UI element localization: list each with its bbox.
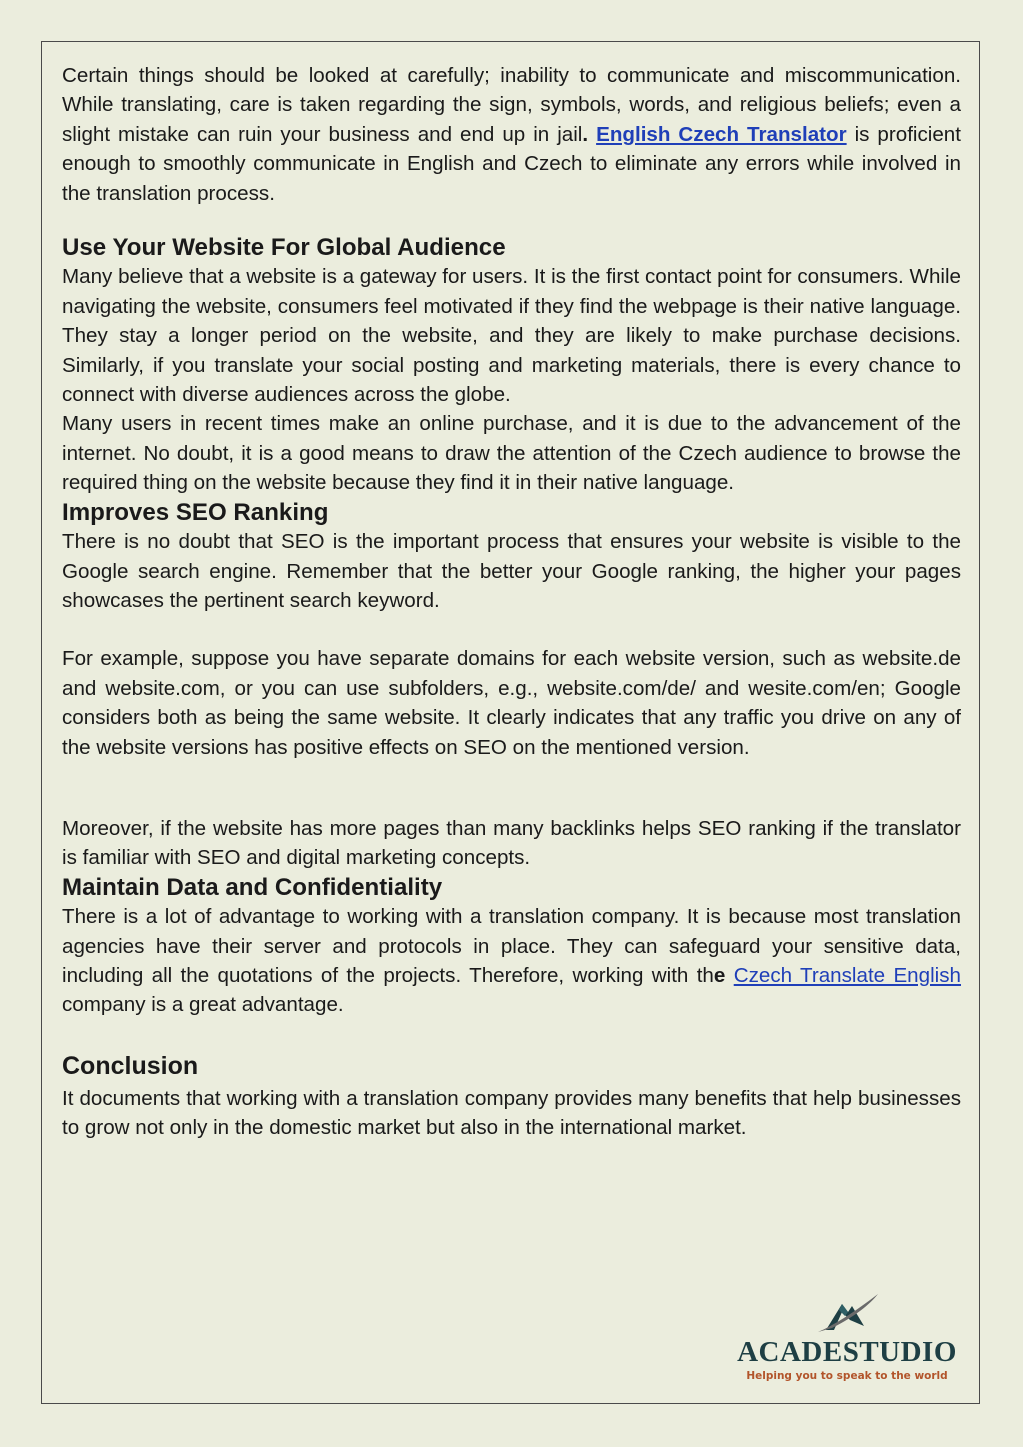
czech-translate-english-link[interactable]: Czech Translate English bbox=[733, 963, 961, 987]
global-paragraph-1: Many believe that a website is a gateway for users. It is the first contact point for consumers. While navigating the website, consumers feel motivated if they find the webpage is their native language. They stay a longer period on the website, and they are likely to make purchase decisions. Similarly, if you translate your social posting and marketing materials, there is every chance to connect with diverse audiences across the globe. bbox=[62, 265, 961, 407]
intro-text: Certain things should be looked at carefully; inability to communicate and miscommunication. While translating, care is taken regarding the sign, symbols, words, and religious beliefs; even a slight mistake can ruin your business and end up in jail bbox=[62, 64, 961, 146]
seo-paragraph-1: There is no doubt that SEO is the important process that ensures your website is visible to the Google search engine. Remember that the better your Google ranking, the higher your pages showcases the pertinent search keyword. bbox=[62, 530, 961, 612]
data-text: There is a lot of advantage to working with a translation company. It is because most translation agencies have their server and protocols in place. They can safeguard your sensitive data, including all the quotations of the projects. Therefore, working with th bbox=[62, 905, 961, 987]
intro-paragraph bbox=[62, 61, 961, 208]
seo-paragraph-3: Moreover, if the website has more pages than many backlinks helps SEO ranking if the translator is familiar with SEO and digital marketing concepts. bbox=[62, 816, 961, 870]
logo-name: ACADESTUDIO bbox=[737, 1336, 957, 1368]
document-body bbox=[62, 61, 961, 1143]
english-czech-translator-link[interactable]: English Czech Translator bbox=[596, 122, 847, 146]
logo-tagline: Helping you to speak to the world bbox=[746, 1370, 948, 1382]
heading-global-audience: Use Your Website For Global Audience bbox=[62, 234, 506, 262]
global-paragraph-2: Many users in recent times make an online purchase, and it is due to the advancement of the internet. No doubt, it is a good means to draw the attention of the Czech audience to browse the required thing on the website because they find it in their native language. bbox=[62, 412, 961, 495]
data-text-after: company is a great advantage. bbox=[62, 993, 344, 1017]
heading-seo-ranking: Improves SEO Ranking bbox=[62, 498, 329, 526]
data-bold-char: e bbox=[713, 963, 726, 987]
conclusion-paragraph: It documents that working with a translation company provides many benefits that help businesses to grow not only in the domestic market but also in the international market. bbox=[62, 1086, 961, 1140]
seo-paragraph-2: For example, suppose you have separate domains for each website version, such as website.de and website.com, or you can use subfolders, e.g., website.com/de/ and wesite.com/en; Google considers both as being the same website. It clearly indicates that any traffic you drive on any of the website versions has positive effects on SEO on the mentioned version. bbox=[62, 647, 961, 759]
heading-conclusion: Conclusion bbox=[62, 1051, 199, 1080]
acadestudio-logo bbox=[734, 1290, 960, 1385]
data-paragraph bbox=[62, 902, 961, 1020]
intro-text-after: is proficient enough to smoothly communicate in English and Czech to eliminate any errors while involved in the translation process. bbox=[62, 122, 961, 205]
intro-period: . bbox=[582, 122, 589, 146]
heading-data-confidentiality: Maintain Data and Confidentiality bbox=[62, 873, 443, 901]
mountain-swoosh-icon bbox=[812, 1290, 884, 1336]
